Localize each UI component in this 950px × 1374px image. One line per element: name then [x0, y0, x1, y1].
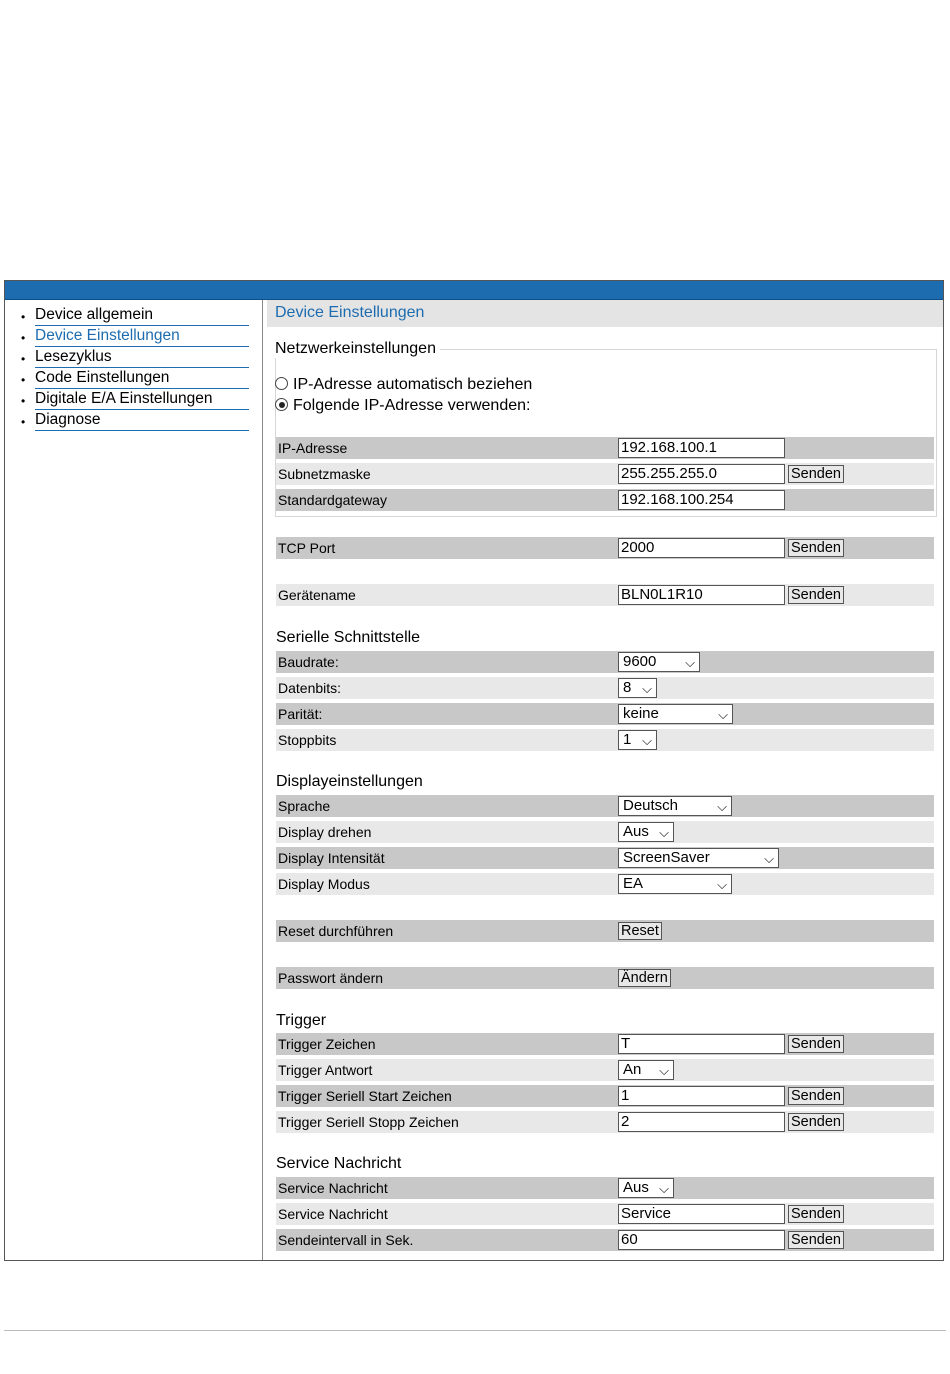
- rotate-label: Display drehen: [278, 824, 372, 840]
- trigger-response-value: An: [623, 1061, 642, 1078]
- chevron-down-icon: ⌵: [764, 851, 774, 866]
- trigger-start-send-button[interactable]: Senden: [788, 1087, 844, 1105]
- stopbits-label: Stoppbits: [278, 732, 337, 748]
- chevron-down-icon: ⌵: [685, 655, 695, 670]
- tcp-row: [276, 537, 934, 559]
- service-msg-input[interactable]: Service: [618, 1204, 785, 1224]
- display-section-title: Displayeinstellungen: [276, 773, 423, 790]
- chevron-down-icon: ⌵: [642, 681, 652, 696]
- rotate-row: [276, 821, 934, 843]
- sidebar-entry-device-einstellungen: [21, 327, 249, 348]
- service-interval-input[interactable]: 60: [618, 1230, 785, 1250]
- password-label: Passwort ändern: [278, 970, 384, 986]
- trigger-char-input[interactable]: T: [618, 1034, 785, 1054]
- trigger-char-send-button[interactable]: Senden: [788, 1035, 844, 1053]
- change-password-button[interactable]: Ändern: [618, 969, 671, 987]
- intensity-value: ScreenSaver: [623, 849, 710, 866]
- trigger-section-title: Trigger: [276, 1012, 327, 1029]
- trigger-char-label: Trigger Zeichen: [278, 1036, 376, 1052]
- language-row: [276, 795, 934, 817]
- trigger-stop-row: [276, 1111, 934, 1133]
- baud-label: Baudrate:: [278, 654, 339, 670]
- subnet-label: Subnetzmaske: [278, 466, 371, 482]
- rotate-select[interactable]: [618, 822, 674, 842]
- footer-divider: [4, 1330, 946, 1331]
- device-name-send-button[interactable]: Senden: [788, 586, 844, 604]
- mode-select[interactable]: [618, 874, 732, 894]
- trigger-char-row: [276, 1033, 934, 1055]
- sidebar-entry-lesezyklus: [21, 348, 249, 369]
- sidebar-item-code-einstellungen[interactable]: Code Einstellungen: [35, 369, 249, 389]
- chevron-down-icon: ⌵: [718, 707, 728, 722]
- sidebar-item-lesezyklus[interactable]: Lesezyklus: [35, 348, 249, 368]
- tcp-input[interactable]: 2000: [618, 538, 785, 558]
- device-name-label: Gerätename: [278, 587, 356, 603]
- trigger-stop-label: Trigger Seriell Stopp Zeichen: [278, 1114, 459, 1130]
- sidebar-item-device-allgemein[interactable]: Device allgemein: [35, 306, 249, 326]
- mode-value: EA: [623, 875, 644, 892]
- trigger-response-select[interactable]: [618, 1060, 674, 1080]
- parity-value: keine: [623, 705, 659, 722]
- chevron-down-icon: ⌵: [717, 877, 727, 892]
- gateway-label: Standardgateway: [278, 492, 387, 508]
- sidebar-nav: [21, 306, 249, 432]
- mode-label: Display Modus: [278, 876, 370, 892]
- service-interval-row: [276, 1229, 934, 1251]
- chevron-down-icon: ⌵: [659, 1063, 669, 1078]
- stopbits-value: 1: [623, 731, 632, 748]
- chevron-down-icon: ⌵: [659, 825, 669, 840]
- page-title: Device Einstellungen: [275, 304, 425, 321]
- databits-label: Datenbits:: [278, 680, 342, 696]
- device-name-row: [276, 584, 934, 606]
- sidebar-item-diagnose[interactable]: Diagnose: [35, 411, 249, 431]
- serial-section-title: Serielle Schnittstelle: [276, 629, 421, 646]
- databits-select[interactable]: [618, 678, 657, 698]
- main-content: [263, 300, 943, 1260]
- bullet-icon: •: [21, 394, 26, 408]
- sidebar-item-device-einstellungen[interactable]: Device Einstellungen: [35, 327, 249, 347]
- device-name-input[interactable]: BLN0L1R10: [618, 585, 785, 605]
- bullet-icon: •: [21, 373, 26, 387]
- radio-auto-ip[interactable]: [275, 376, 532, 394]
- databits-value: 8: [623, 679, 632, 696]
- gateway-row: [276, 489, 934, 511]
- reset-label: Reset durchführen: [278, 923, 394, 939]
- reset-row: [276, 920, 934, 942]
- sidebar: [5, 300, 263, 1260]
- intensity-select[interactable]: [618, 848, 779, 868]
- trigger-response-row: [276, 1059, 934, 1081]
- trigger-start-input[interactable]: 1: [618, 1086, 785, 1106]
- sidebar-entry-code-einstellungen: [21, 369, 249, 390]
- subnet-input[interactable]: 255.255.255.0: [618, 464, 785, 484]
- trigger-start-row: [276, 1085, 934, 1107]
- service-enable-select[interactable]: [618, 1178, 674, 1198]
- radio-manual-ip-label: Folgende IP-Adresse verwenden:: [293, 397, 531, 414]
- ip-input[interactable]: 192.168.100.1: [618, 438, 785, 458]
- service-msg-send-button[interactable]: Senden: [788, 1205, 844, 1223]
- service-msg-row: [276, 1203, 934, 1225]
- parity-row: [276, 703, 934, 725]
- password-row: [276, 967, 934, 989]
- trigger-response-label: Trigger Antwort: [278, 1062, 373, 1078]
- bullet-icon: •: [21, 352, 26, 366]
- chevron-down-icon: ⌵: [642, 733, 652, 748]
- stopbits-row: [276, 729, 934, 751]
- baud-select[interactable]: [618, 652, 700, 672]
- service-section-title: Service Nachricht: [276, 1155, 402, 1172]
- ip-label: IP-Adresse: [278, 440, 348, 456]
- tcp-send-button[interactable]: Senden: [788, 539, 844, 557]
- chevron-down-icon: ⌵: [717, 799, 727, 814]
- service-enable-row: [276, 1177, 934, 1199]
- service-interval-send-button[interactable]: Senden: [788, 1231, 844, 1249]
- service-interval-label: Sendeintervall in Sek.: [278, 1232, 414, 1248]
- stopbits-select[interactable]: [618, 730, 657, 750]
- sidebar-entry-device-allgemein: [21, 306, 249, 327]
- databits-row: [276, 677, 934, 699]
- service-enable-label: Service Nachricht: [278, 1180, 388, 1196]
- intensity-row: [276, 847, 934, 869]
- trigger-start-label: Trigger Seriell Start Zeichen: [278, 1088, 452, 1104]
- radio-icon: [275, 377, 288, 390]
- sidebar-entry-diagnose: [21, 411, 249, 432]
- network-legend: Netzwerkeinstellungen: [275, 340, 440, 358]
- reset-button[interactable]: Reset: [618, 922, 662, 940]
- language-value: Deutsch: [623, 797, 679, 814]
- parity-label: Parität:: [278, 706, 323, 722]
- service-msg-label: Service Nachricht: [278, 1206, 388, 1222]
- bullet-icon: •: [21, 331, 26, 345]
- top-bar: [5, 281, 943, 300]
- language-label: Sprache: [278, 798, 331, 814]
- sidebar-entry-digitale-ea: [21, 390, 249, 411]
- parity-select[interactable]: [618, 704, 733, 724]
- radio-manual-ip[interactable]: [275, 397, 530, 415]
- tcp-label: TCP Port: [278, 540, 336, 556]
- baud-value: 9600: [623, 653, 657, 670]
- baud-row: [276, 651, 934, 673]
- page-header: [267, 300, 943, 327]
- trigger-stop-input[interactable]: 2: [618, 1112, 785, 1132]
- sidebar-item-digitale-ea[interactable]: Digitale E/A Einstellungen: [35, 390, 249, 410]
- ip-row: [276, 437, 934, 459]
- subnet-row: [276, 463, 934, 485]
- rotate-value: Aus: [623, 823, 649, 840]
- trigger-stop-send-button[interactable]: Senden: [788, 1113, 844, 1131]
- service-enable-value: Aus: [623, 1179, 649, 1196]
- gateway-input[interactable]: 192.168.100.254: [618, 490, 785, 510]
- network-send-button[interactable]: Senden: [788, 465, 844, 483]
- bullet-icon: •: [21, 415, 26, 429]
- radio-auto-ip-label: IP-Adresse automatisch beziehen: [293, 376, 533, 393]
- bullet-icon: •: [21, 310, 26, 324]
- language-select[interactable]: [618, 796, 732, 816]
- app-frame: [4, 280, 944, 1261]
- intensity-label: Display Intensität: [278, 850, 385, 866]
- mode-row: [276, 873, 934, 895]
- chevron-down-icon: ⌵: [659, 1181, 669, 1196]
- radio-selected-icon: [275, 398, 288, 411]
